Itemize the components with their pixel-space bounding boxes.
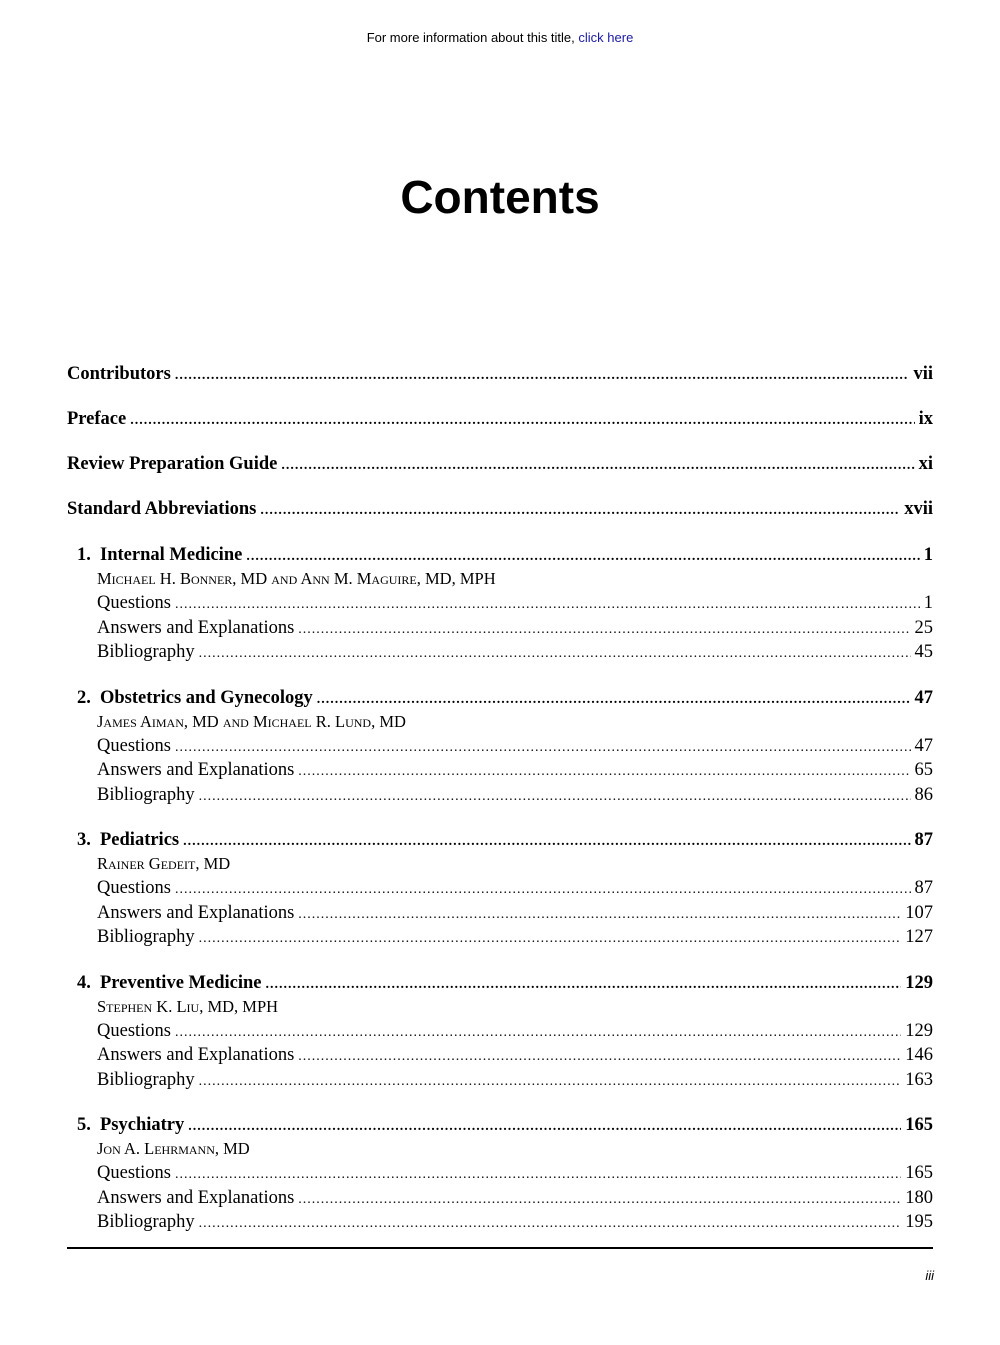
toc-entry-page: xvii	[904, 499, 933, 519]
toc-standard-abbreviations[interactable]	[67, 495, 933, 540]
dot-leader	[317, 689, 911, 711]
section-label: Questions	[97, 593, 171, 613]
section-answers[interactable]	[67, 1187, 933, 1212]
dot-leader	[175, 362, 910, 390]
dot-leader	[175, 1164, 901, 1187]
dot-leader	[298, 1189, 901, 1212]
section-answers[interactable]	[67, 617, 933, 642]
dot-leader	[199, 928, 902, 951]
section-questions[interactable]	[67, 1020, 933, 1045]
chapter-number: 4.	[77, 972, 91, 993]
dot-leader	[265, 974, 901, 996]
section-page: 129	[905, 1020, 933, 1041]
section-label: Bibliography	[97, 1069, 195, 1090]
chapter-title: Preventive Medicine	[100, 972, 262, 993]
toc-entry-label: Review Preparation Guide	[67, 454, 278, 474]
section-label: Bibliography	[97, 1212, 195, 1232]
dot-leader	[246, 546, 919, 568]
section-page: 25	[914, 617, 933, 638]
section-label: Bibliography	[97, 927, 195, 947]
section-page: 195	[905, 1212, 933, 1232]
chapter-heading	[77, 687, 313, 709]
header-note-text: For more information about this title,	[366, 30, 579, 45]
dot-leader	[281, 452, 914, 480]
dot-leader	[130, 407, 914, 435]
toc-preface[interactable]	[67, 405, 933, 450]
toc-entry-page: vii	[913, 364, 933, 384]
section-page: 127	[905, 927, 933, 947]
page-number: iii	[925, 1268, 934, 1283]
section-page: 45	[914, 642, 933, 662]
chapter-page: 47	[914, 687, 933, 708]
chapter-heading	[77, 544, 242, 566]
section-questions[interactable]	[67, 877, 933, 902]
dot-leader	[183, 831, 910, 853]
chapter-authors: Rainer Gedeit, MD	[97, 854, 231, 873]
chapter-number: 5.	[77, 1115, 91, 1135]
toc-entry-label: Standard Abbreviations	[67, 499, 257, 519]
chapter-title: Pediatrics	[100, 830, 180, 850]
dot-leader	[298, 619, 910, 642]
section-label: Questions	[97, 735, 171, 756]
chapter-heading	[77, 829, 179, 851]
chapter-title-row[interactable]	[67, 1114, 933, 1138]
section-page: 87	[914, 878, 933, 898]
toc-entry-label: Contributors	[67, 364, 171, 384]
section-label: Questions	[97, 1020, 171, 1041]
chapter-number: 2.	[77, 687, 91, 708]
section-label: Answers and Explanations	[97, 902, 295, 923]
dot-leader	[175, 1022, 901, 1045]
section-answers[interactable]	[67, 759, 933, 784]
chapter-preventive-medicine	[67, 972, 933, 1094]
section-page: 146	[905, 1045, 933, 1065]
section-page: 86	[914, 784, 933, 805]
dot-leader	[199, 643, 911, 666]
section-page: 47	[914, 735, 933, 756]
section-label: Answers and Explanations	[97, 760, 295, 780]
section-questions[interactable]	[67, 1162, 933, 1187]
chapter-title-row[interactable]	[67, 829, 933, 853]
chapter-title-row[interactable]	[67, 544, 933, 568]
chapter-heading	[77, 1114, 184, 1136]
section-page: 65	[914, 760, 933, 780]
dot-leader	[199, 786, 911, 809]
section-bibliography[interactable]	[67, 641, 933, 666]
chapter-authors: Jon A. Lehrmann, MD	[97, 1139, 250, 1158]
dot-leader	[175, 594, 920, 617]
section-answers[interactable]	[67, 1044, 933, 1069]
section-label: Questions	[97, 1163, 171, 1183]
dot-leader	[260, 497, 900, 525]
chapter-title: Internal Medicine	[100, 545, 243, 565]
chapter-title: Obstetrics and Gynecology	[100, 687, 313, 708]
toc-contributors[interactable]	[67, 360, 933, 405]
chapter-page: 129	[905, 972, 933, 993]
header-note	[0, 30, 1000, 45]
section-page: 107	[905, 902, 933, 923]
click-here-link[interactable]: click here	[578, 30, 634, 45]
section-label: Questions	[97, 878, 171, 898]
dot-leader	[298, 1046, 901, 1069]
section-questions[interactable]	[67, 735, 933, 760]
dot-leader	[188, 1116, 901, 1138]
toc-entry-page: ix	[918, 409, 933, 429]
section-label: Answers and Explanations	[97, 617, 295, 638]
chapter-authors: Stephen K. Liu, MD, MPH	[97, 996, 279, 1016]
table-of-contents	[67, 360, 933, 1257]
chapter-pediatrics	[67, 829, 933, 951]
dot-leader	[175, 879, 911, 902]
chapter-internal-medicine	[67, 544, 933, 666]
toc-review-preparation-guide[interactable]	[67, 450, 933, 495]
dot-leader	[298, 904, 901, 927]
section-page: 163	[905, 1069, 933, 1090]
page-title: Contents	[400, 171, 600, 223]
chapter-title: Psychiatry	[100, 1115, 185, 1135]
section-page: 180	[905, 1187, 933, 1208]
footer-rule	[67, 1247, 933, 1249]
chapter-page: 165	[905, 1115, 933, 1135]
chapter-authors: James Aiman, MD and Michael R. Lund, MD	[97, 711, 406, 731]
chapter-obstetrics-gynecology	[67, 687, 933, 809]
section-bibliography[interactable]	[67, 784, 933, 809]
chapter-page: 1	[923, 545, 933, 565]
section-page: 165	[905, 1163, 933, 1183]
chapter-number: 3.	[77, 830, 91, 850]
section-bibliography[interactable]	[67, 1211, 933, 1236]
dot-leader	[298, 761, 910, 784]
chapter-authors: Michael H. Bonner, MD and Ann M. Maguire, MD, MPH	[97, 569, 496, 588]
section-bibliography[interactable]	[67, 926, 933, 951]
section-questions[interactable]	[67, 592, 933, 617]
chapter-heading	[77, 972, 261, 994]
chapter-number: 1.	[77, 545, 91, 565]
chapter-psychiatry	[67, 1114, 933, 1236]
chapter-title-row[interactable]	[67, 687, 933, 711]
chapter-page: 87	[914, 830, 933, 850]
section-label: Bibliography	[97, 784, 195, 805]
dot-leader	[199, 1071, 902, 1094]
section-label: Bibliography	[97, 642, 195, 662]
section-label: Answers and Explanations	[97, 1187, 295, 1208]
chapter-title-row[interactable]	[67, 972, 933, 996]
section-answers[interactable]	[67, 902, 933, 927]
section-page: 1	[923, 593, 933, 613]
section-bibliography[interactable]	[67, 1069, 933, 1094]
dot-leader	[199, 1213, 902, 1236]
toc-entry-label: Preface	[67, 409, 127, 429]
dot-leader	[175, 737, 911, 760]
toc-entry-page: xi	[918, 454, 933, 474]
section-label: Answers and Explanations	[97, 1045, 295, 1065]
